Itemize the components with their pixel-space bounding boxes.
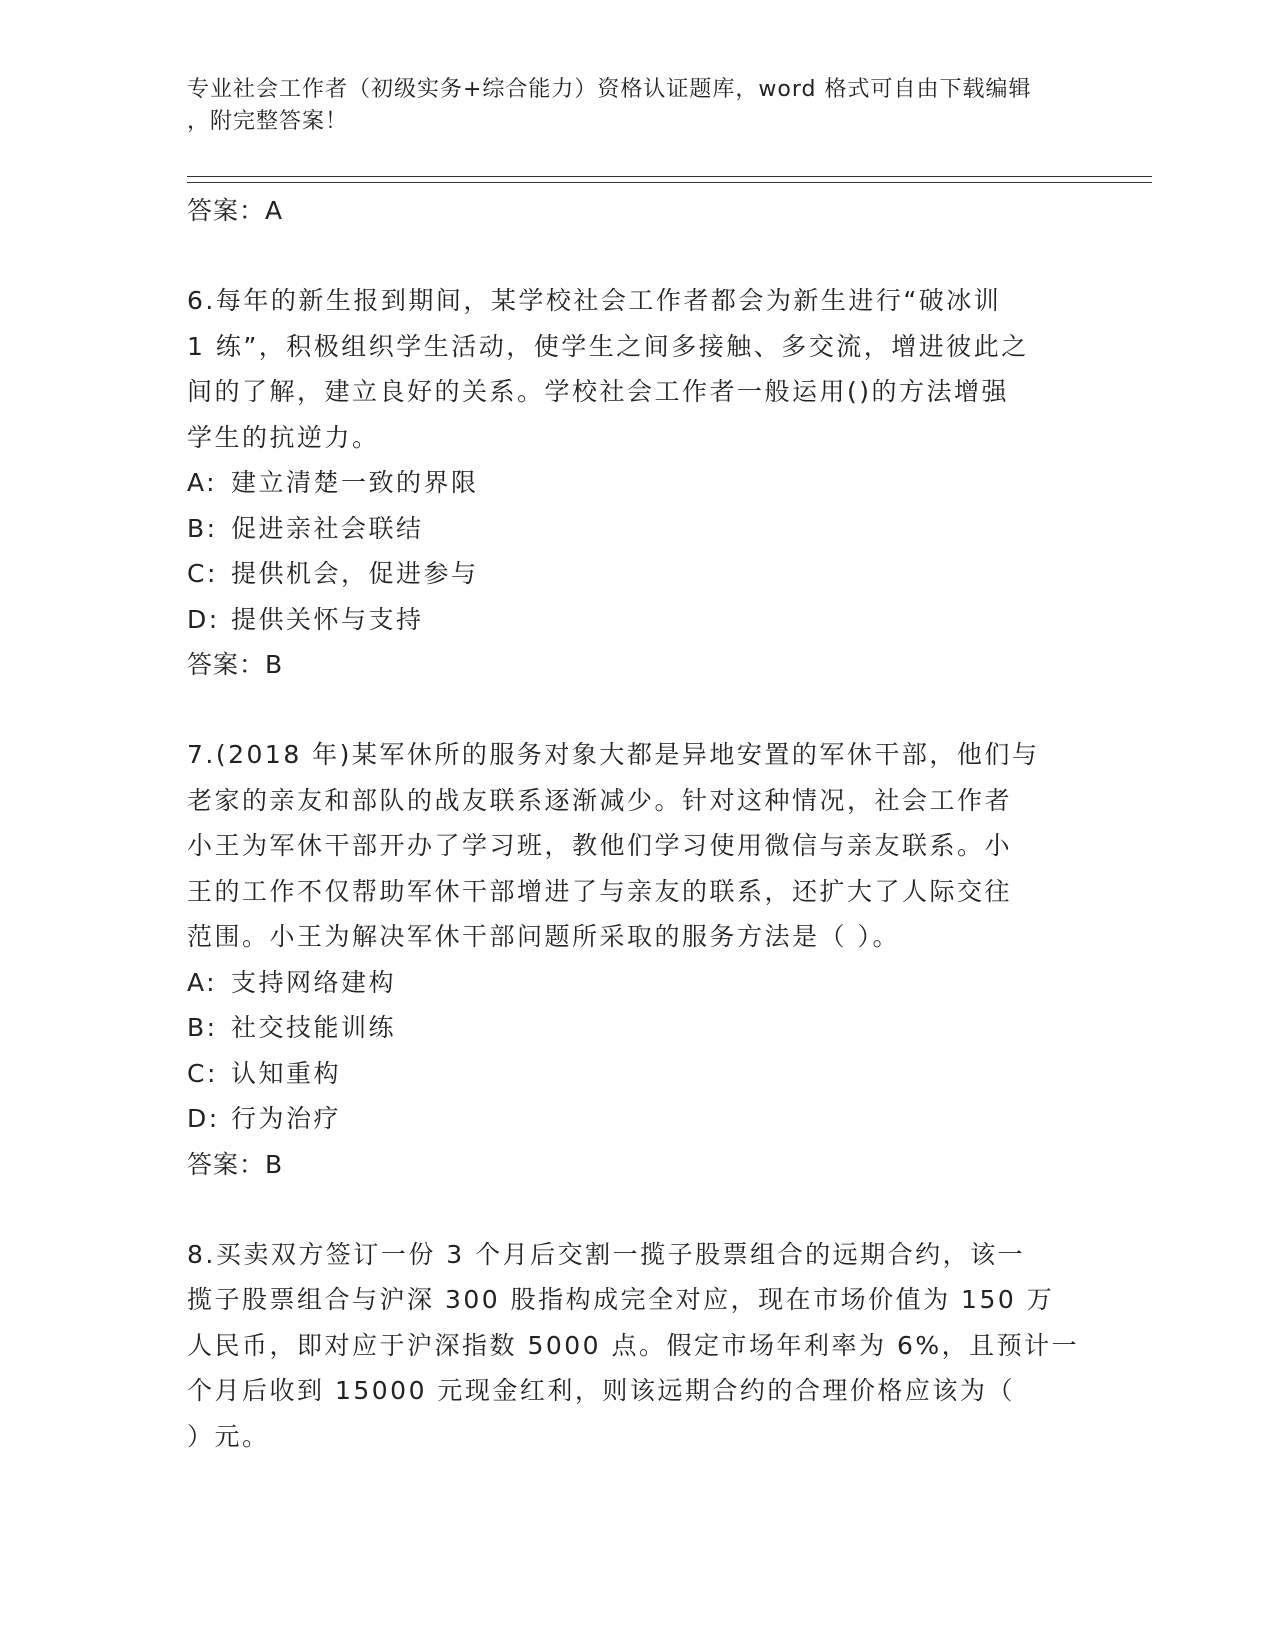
option-text: 提供关怀与支持 (231, 604, 424, 634)
option-b (187, 506, 1087, 552)
answer-label: 答案： (187, 650, 266, 679)
question-stem-line: 学生的抗逆力。 (187, 422, 380, 452)
option-text: 提供机会，促进参与 (231, 559, 479, 588)
option-d (187, 597, 1087, 643)
option-a (187, 460, 1087, 506)
answer-line (187, 188, 1087, 233)
option-key: B: (187, 513, 218, 543)
option-key: D: (187, 1104, 220, 1133)
answer-line (187, 642, 1087, 687)
option-key: C: (187, 559, 218, 588)
question-stem-line: 揽子股票组合与沪深 300 股指构成完全对应，现在市场价值为 150 万 (187, 1285, 1055, 1314)
option-key: C: (187, 1058, 218, 1088)
question-8 (187, 1232, 1087, 1460)
answer-value: B (265, 1149, 284, 1179)
question-stem-line: 间的了解，建立良好的关系。学校社会工作者一般运用()的方法增强 (187, 377, 1010, 406)
option-b (187, 1005, 1087, 1051)
header-divider (187, 176, 1152, 183)
question-6 (187, 278, 1087, 687)
question-stem-line: 王的工作不仅帮助军休干部增进了与亲友的联系，还扩大了人际交往 (187, 876, 1013, 906)
option-c (187, 551, 1087, 597)
question-stem-line: 7.(2018 年)某军休所的服务对象大都是异地安置的军休干部，他们与 (187, 740, 1040, 769)
option-key: B: (187, 1013, 218, 1042)
question-list (187, 188, 1087, 1459)
question-stem-line: ）元。 (187, 1421, 270, 1451)
option-text: 建立清楚一致的界限 (231, 468, 479, 497)
option-key: D: (187, 604, 220, 634)
option-text: 支持网络建构 (231, 967, 397, 997)
answer-line (187, 1142, 1087, 1187)
option-text: 行为治疗 (231, 1104, 342, 1133)
question-stem-line: 人民币，即对应于沪深指数 5000 点。假定市场年利率为 6%，且预计一 (187, 1330, 1080, 1360)
option-d (187, 1096, 1087, 1142)
question-stem-line: 老家的亲友和部队的战友联系逐渐减少。针对这种情况，社会工作者 (187, 785, 1013, 815)
question-stem-line: 6.每年的新生报到期间，某学校社会工作者都会为新生进行“破冰训 (187, 286, 1002, 315)
option-text: 社交技能训练 (231, 1013, 397, 1042)
question-stem-line: 小王为军休干部开办了学习班，教他们学习使用微信与亲友联系。小 (187, 831, 1013, 860)
option-key: A: (187, 468, 218, 497)
answer-value: B (265, 650, 284, 679)
option-a (187, 960, 1087, 1006)
option-text: 促进亲社会联结 (231, 513, 424, 543)
option-c (187, 1051, 1087, 1097)
question-7 (187, 732, 1087, 1187)
answer-label: 答案： (187, 196, 266, 225)
question-stem-line: 8.买卖双方签订一份 3 个月后交割一揽子股票组合的远期合约，该一 (187, 1239, 1026, 1269)
question-stem-line: 个月后收到 15000 元现金红利，则该远期合约的合理价格应该为（ (187, 1376, 1015, 1405)
answer-value: A (265, 196, 284, 225)
answer-label: 答案： (187, 1149, 266, 1179)
question-stem-line: 1 练”，积极组织学生活动，使学生之间多接触、多交流，增进彼此之 (187, 331, 1029, 361)
header-line-2: ，附完整答案！ (187, 109, 349, 134)
page-header (187, 74, 1087, 138)
option-key: A: (187, 967, 218, 997)
question-stem-line: 范围。小王为解决军休干部问题所采取的服务方法是（ ）。 (187, 922, 900, 951)
option-text: 认知重构 (231, 1058, 342, 1088)
header-line-1: 专业社会工作者（初级实务+综合能力）资格认证题库，word 格式可自由下载编辑 (187, 77, 1032, 102)
